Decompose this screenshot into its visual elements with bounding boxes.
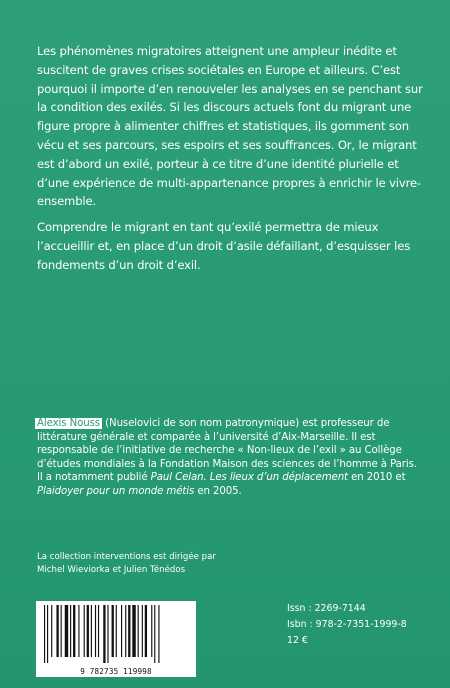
author-bio-text-4: en 2005. <box>194 485 242 497</box>
pricing-info <box>287 601 437 649</box>
author-bio <box>37 417 427 499</box>
barcode-bars-icon <box>42 605 190 663</box>
collection-line-1: La collection interventions est dirigée par <box>37 552 216 562</box>
barcode-number: 9 782735 119998 <box>80 667 152 676</box>
issn: Issn : 2269-7144 <box>287 603 366 614</box>
collection-line-2: Michel Wieviorka et Julien Ténédos <box>37 565 186 575</box>
book-title-2: Plaidoyer pour un monde métis <box>37 485 195 497</box>
author-name: Alexis Nouss <box>37 418 101 429</box>
author-bio-text-3: en 2010 et <box>347 472 406 484</box>
collection-credit <box>37 551 297 577</box>
author-bio-text-1: (Nuselovici de son nom patronymique) est professeur de littérature générale et comparée à l’université d’Aix-Marseille. Il est responsable de l’initiative de recherche « Non-lieux de l’exil » au Collège d’études mondiales à la Fondation Maison des sciences de l’homme à Paris. <box>37 418 417 470</box>
barcode <box>36 601 196 677</box>
author-bio-text-2: Il a notamment publié <box>37 472 151 484</box>
price: 12 € <box>287 635 308 646</box>
book-title-1: Paul Celan. Les lieux d’un déplacement <box>150 472 348 484</box>
isbn: Isbn : 978-2-7351-1999-8 <box>287 619 407 630</box>
summary-paragraph-1: Les phénomènes migratoires atteignent une ampleur inédite et suscitent de graves crises sociétales en Europe et ailleurs. C’est pourquoi il importe d’en renouveler les analyses en se penchant sur la condition des exilés. Si les discours actuels font du migrant une figure propre à alimenter chiffres et statistiques, ils gomment son vécu et ses parcours, ses espoirs et ses souffrances. Or, le migrant est d’abord un exilé, porteur à ce titre d’une identité plurielle et d’une expérience de multi-appartenance propres à enrichir le vivre-ensemble. <box>37 44 423 209</box>
summary-paragraph-2: Comprendre le migrant en tant qu’exilé permettra de mieux l’accueillir et, en place d’un droit d’asile défaillant, d’esquisser les fondements d’un droit d’exil. <box>37 220 411 272</box>
